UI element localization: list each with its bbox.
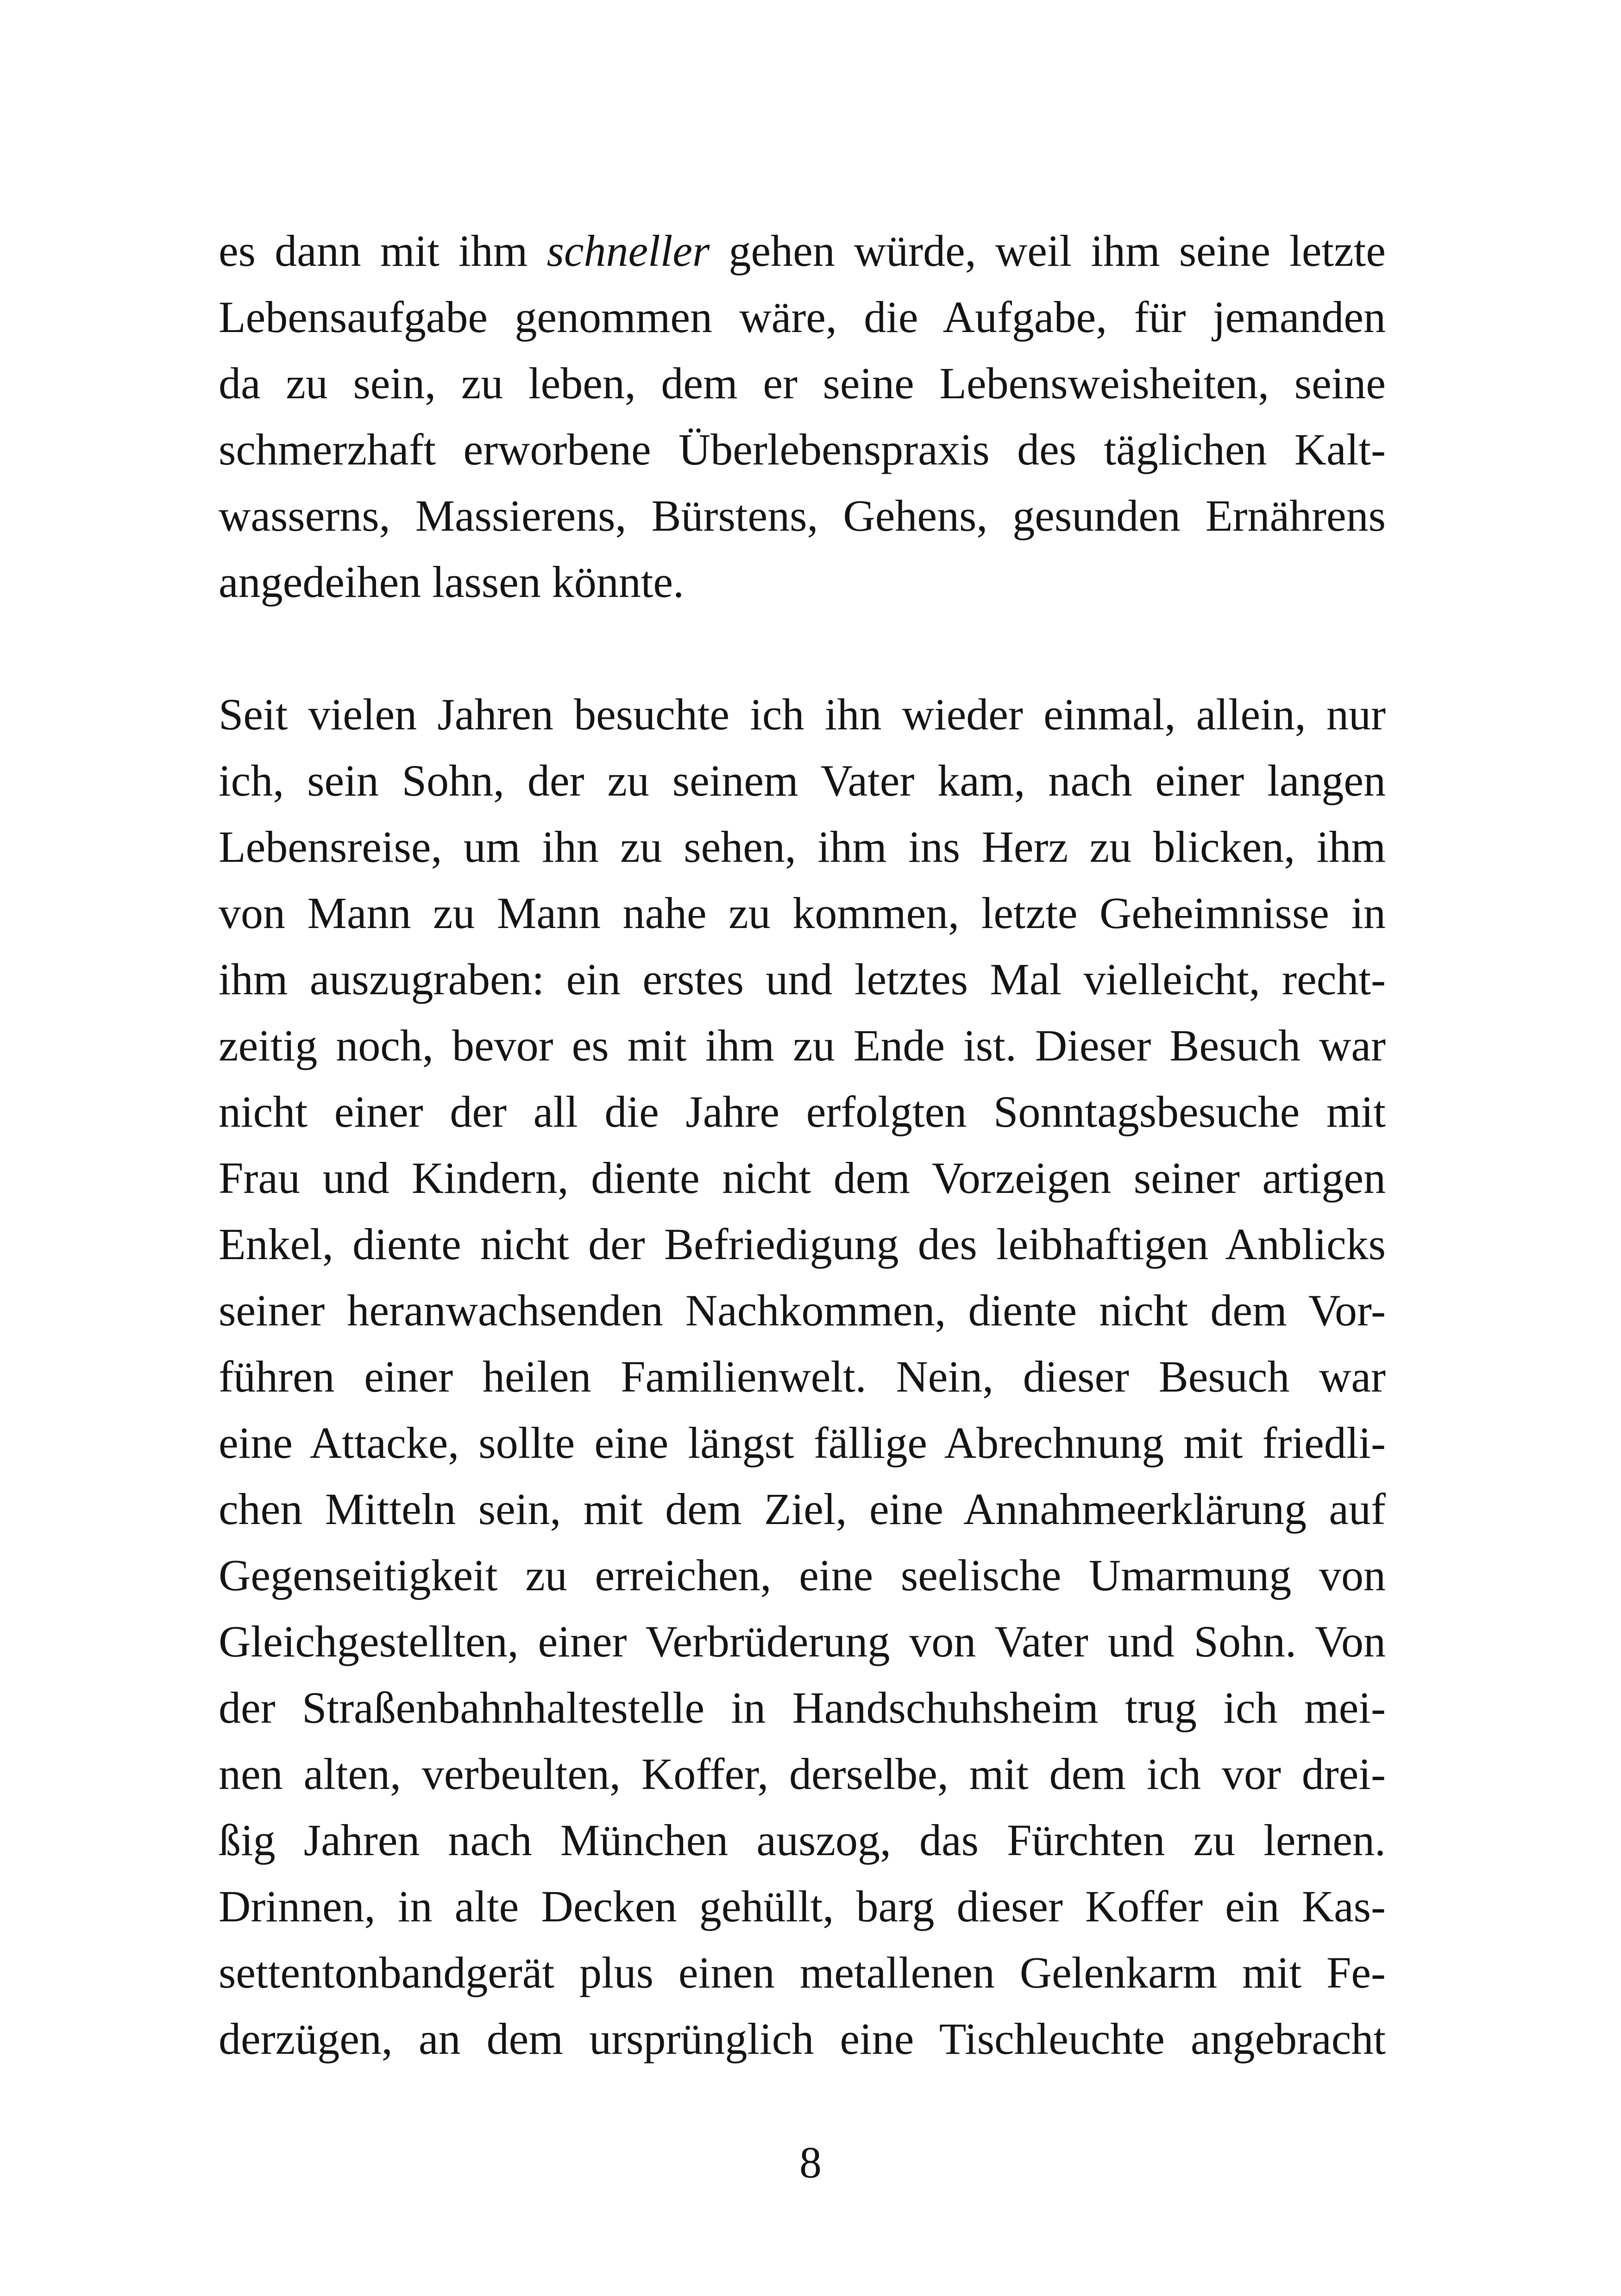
emphasis-word: schneller: [547, 226, 710, 276]
text-line: settentonbandgerät plus einen metallenen Gelenkarm mit Fe-: [219, 1948, 1386, 1997]
paragraph-2: [219, 681, 1386, 2072]
text-line: eine Attacke, sollte eine längst fällige Abrechnung mit friedli-: [219, 1418, 1386, 1468]
text-line: Frau und Kindern, diente nicht dem Vorzeigen seiner artigen: [219, 1153, 1386, 1203]
text-line: seiner heranwachsenden Nachkommen, diente nicht dem Vor-: [219, 1286, 1386, 1335]
text-line: ihm auszugraben: ein erstes und letztes Mal vielleicht, recht-: [219, 954, 1386, 1004]
text-line: chen Mitteln sein, mit dem Ziel, eine Annahmeerklärung auf: [219, 1484, 1386, 1534]
text-line: Lebensaufgabe genommen wäre, die Aufgabe, für jemanden: [219, 292, 1386, 342]
text-line: schmerzhaft erworbene Überlebenspraxis des täglichen Kalt-: [219, 425, 1386, 474]
page-number: 8: [799, 2138, 822, 2187]
text-line: Gegenseitigkeit zu erreichen, eine seelische Umarmung von: [219, 1550, 1386, 1600]
text-line: ich, sein Sohn, der zu seinem Vater kam, nach einer langen: [219, 756, 1386, 805]
text-line: nicht einer der all die Jahre erfolgten Sonntagsbesuche mit: [219, 1087, 1386, 1136]
text-line: Enkel, diente nicht der Befriedigung des leibhaftigen Anblicks: [219, 1219, 1386, 1269]
text-line: es dann mit ihm schneller gehen würde, weil ihm seine letzte: [219, 226, 1386, 276]
text-line: derzügen, an dem ursprünglich eine Tischleuchte angebracht: [219, 2014, 1386, 2064]
text-line: Seit vielen Jahren besuchte ich ihn wieder einmal, allein, nur: [219, 690, 1386, 739]
text-line: Drinnen, in alte Decken gehüllt, barg dieser Koffer ein Kas-: [219, 1882, 1386, 1931]
text-line: der Straßenbahnhaltestelle in Handschuhsheim trug ich mei-: [219, 1683, 1386, 1732]
paragraph-1: [219, 218, 1386, 615]
text-line: führen einer heilen Familienwelt. Nein, dieser Besuch war: [219, 1352, 1386, 1401]
text-line: von Mann zu Mann nahe zu kommen, letzte Geheimnisse in: [219, 888, 1386, 938]
text-line: ßig Jahren nach München auszog, das Fürchten zu lernen.: [219, 1815, 1386, 1865]
text-line: nen alten, verbeulten, Koffer, derselbe, mit dem ich vor drei-: [219, 1749, 1386, 1799]
text-line: Gleichgestellten, einer Verbrüderung von Vater und Sohn. Von: [219, 1617, 1386, 1666]
text-line: wasserns, Massierens, Bürstens, Gehens, gesunden Ernährens: [219, 491, 1386, 540]
text-line: Lebensreise, um ihn zu sehen, ihm ins Herz zu blicken, ihm: [219, 822, 1386, 872]
text-line: da zu sein, zu leben, dem er seine Lebensweisheiten, seine: [219, 358, 1386, 408]
text-line: zeitig noch, bevor es mit ihm zu Ende ist. Dieser Besuch war: [219, 1021, 1386, 1070]
text-line: angedeihen lassen könnte.: [219, 557, 684, 607]
body-text: [219, 218, 1386, 2072]
